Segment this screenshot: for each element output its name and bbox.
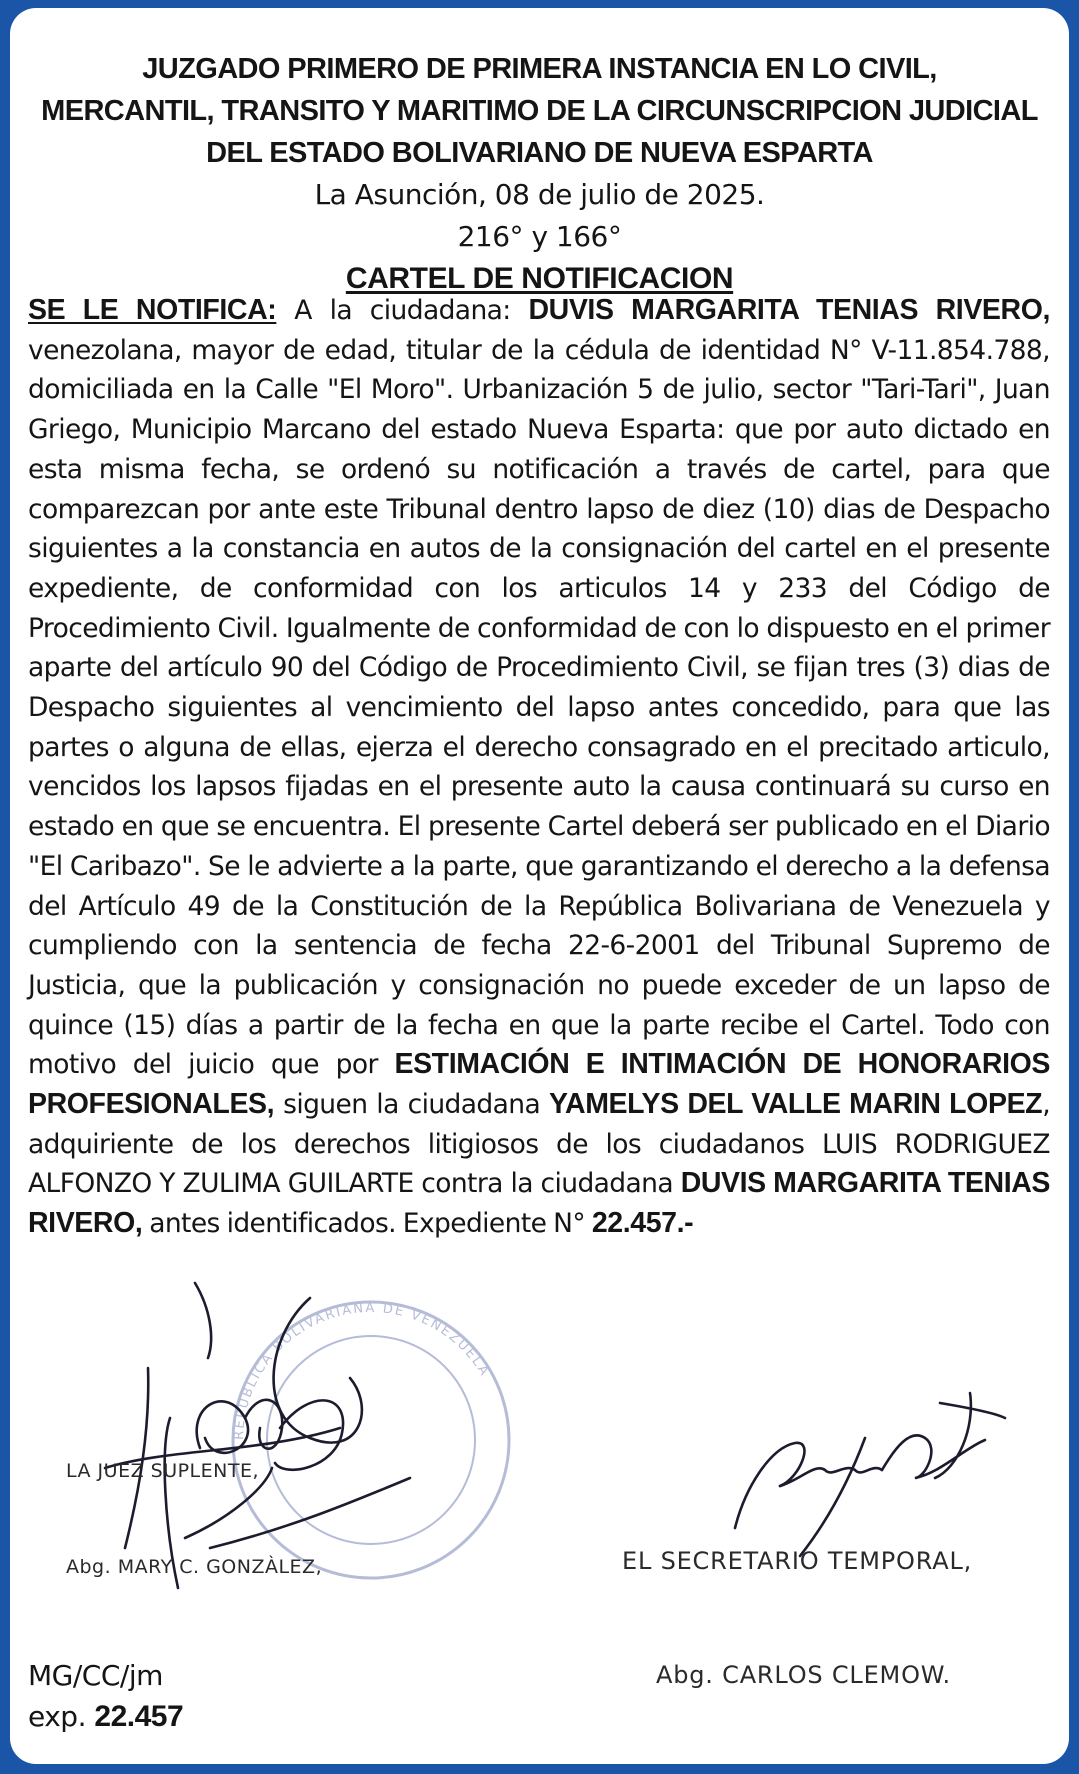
footer-exp-label: exp. — [28, 1700, 86, 1733]
defendant-name: DUVIS MARGARITA TENIAS RIVERO, — [28, 1167, 1050, 1240]
plaintiff-name: YAMELYS DEL VALLE MARIN LOPEZ — [549, 1088, 1043, 1121]
stamp-text: REPUBLICA BOLIVARIANA DE VENEZUELA — [231, 1300, 493, 1441]
notice-text-2: siguen la ciudadana — [283, 1089, 541, 1121]
secretary-signature — [735, 1393, 1005, 1556]
addressee-intro: A la ciudadana: — [294, 295, 511, 326]
court-name-line-2: MERCANTIL, TRANSITO Y MARITIMO DE LA CIRCUNSCRIPCION JUDICIAL — [41, 95, 1038, 127]
footer-expedient — [28, 1700, 183, 1734]
notice-card — [10, 8, 1069, 1764]
case-number: 22.457.- — [591, 1207, 694, 1240]
case-type: ESTIMACIÓN E INTIMACIÓN DE HONORARIOS PROFESIONALES, — [28, 1048, 1051, 1121]
notice-years: 216° y 166° — [457, 220, 622, 253]
judge-signature — [105, 1283, 410, 1588]
notice-lead-label: SE LE NOTIFICA: — [28, 294, 277, 326]
court-name-line-3: DEL ESTADO BOLIVARIANO DE NUEVA ESPARTA — [206, 137, 873, 169]
footer-initials: MG/CC/jm — [28, 1659, 163, 1692]
secretary-title: EL SECRETARIO TEMPORAL, — [622, 1547, 973, 1575]
signatures-overlay — [10, 8, 1069, 1764]
notice-title: CARTEL DE NOTIFICACION — [345, 262, 734, 295]
judge-name: Abg. MARY C. GONZÀLEZ, — [66, 1556, 323, 1578]
notice-date: La Asunción, 08 de julio de 2025. — [314, 178, 765, 211]
judge-title: LA JUEZ SUPLENTE, — [66, 1460, 260, 1482]
notice-text-4: antes identificados. Expediente N° — [149, 1208, 586, 1240]
notice-paragraph: venezolana, mayor de edad, titular de la cédula de identidad N° V-11.854.788, domiciliada en la Calle "El Moro". Urbanización 5 de julio, sector "Tari-Tari", Juan Griego, Municipio Marcano del estado Nueva Esparta: que por auto dictado en esta misma fecha, se ordenó su notificación a través de cartel, para que comparezcan por ante este Tribunal dentro lapso de diez (10) dias de Despacho siguientes a la constancia en autos de la consignación del cartel en el presente expediente, de conformidad con los articulos 14 y 233 del Código de Procedimiento Civil. Igualmente de conformidad de con lo dispuesto en el primer aparte del artículo 90 del Código de Procedimiento Civil, se fijan tres (3) dias de Despacho siguientes al vencimiento del lapso antes concedido, para que las partes o alguna de ellas, ejerza el derecho consagrado en el precitado articulo, vencidos los lapsos fijadas en el presente auto la causa continuará su curso en estado en que se encuentra. El presente Cartel deberá ser publicado en el Diario "El Caribazo". Se le advierte a la parte, que garantizando el derecho a la defensa del Artículo 49 de la Constitución de la República Bolivariana de Venezuela y cumpliendo con la sentencia de fecha 22-6-2001 del Tribunal Supremo de Justicia, que la publicación y consignación no puede exceder de un lapso de quince (15) días a partir de la fecha en que la parte recibe el Cartel. Todo con motivo del juicio que por — [28, 334, 1050, 1081]
court-stamp — [232, 1301, 509, 1578]
addressee-name: DUVIS MARGARITA TENIAS RIVERO, — [528, 294, 1051, 326]
footer-exp-number: 22.457 — [94, 1700, 184, 1733]
court-name-line-1: JUZGADO PRIMERO DE PRIMERA INSTANCIA EN LO CIVIL, — [142, 53, 937, 85]
secretary-name: Abg. CARLOS CLEMOW. — [656, 1661, 951, 1689]
notice-text-3: , adquiriente de los derechos litigiosos de los ciudadanos LUIS RODRIGUEZ ALFONZO Y ZULIMA GUILARTE contra la ciudadana — [28, 1089, 1051, 1200]
